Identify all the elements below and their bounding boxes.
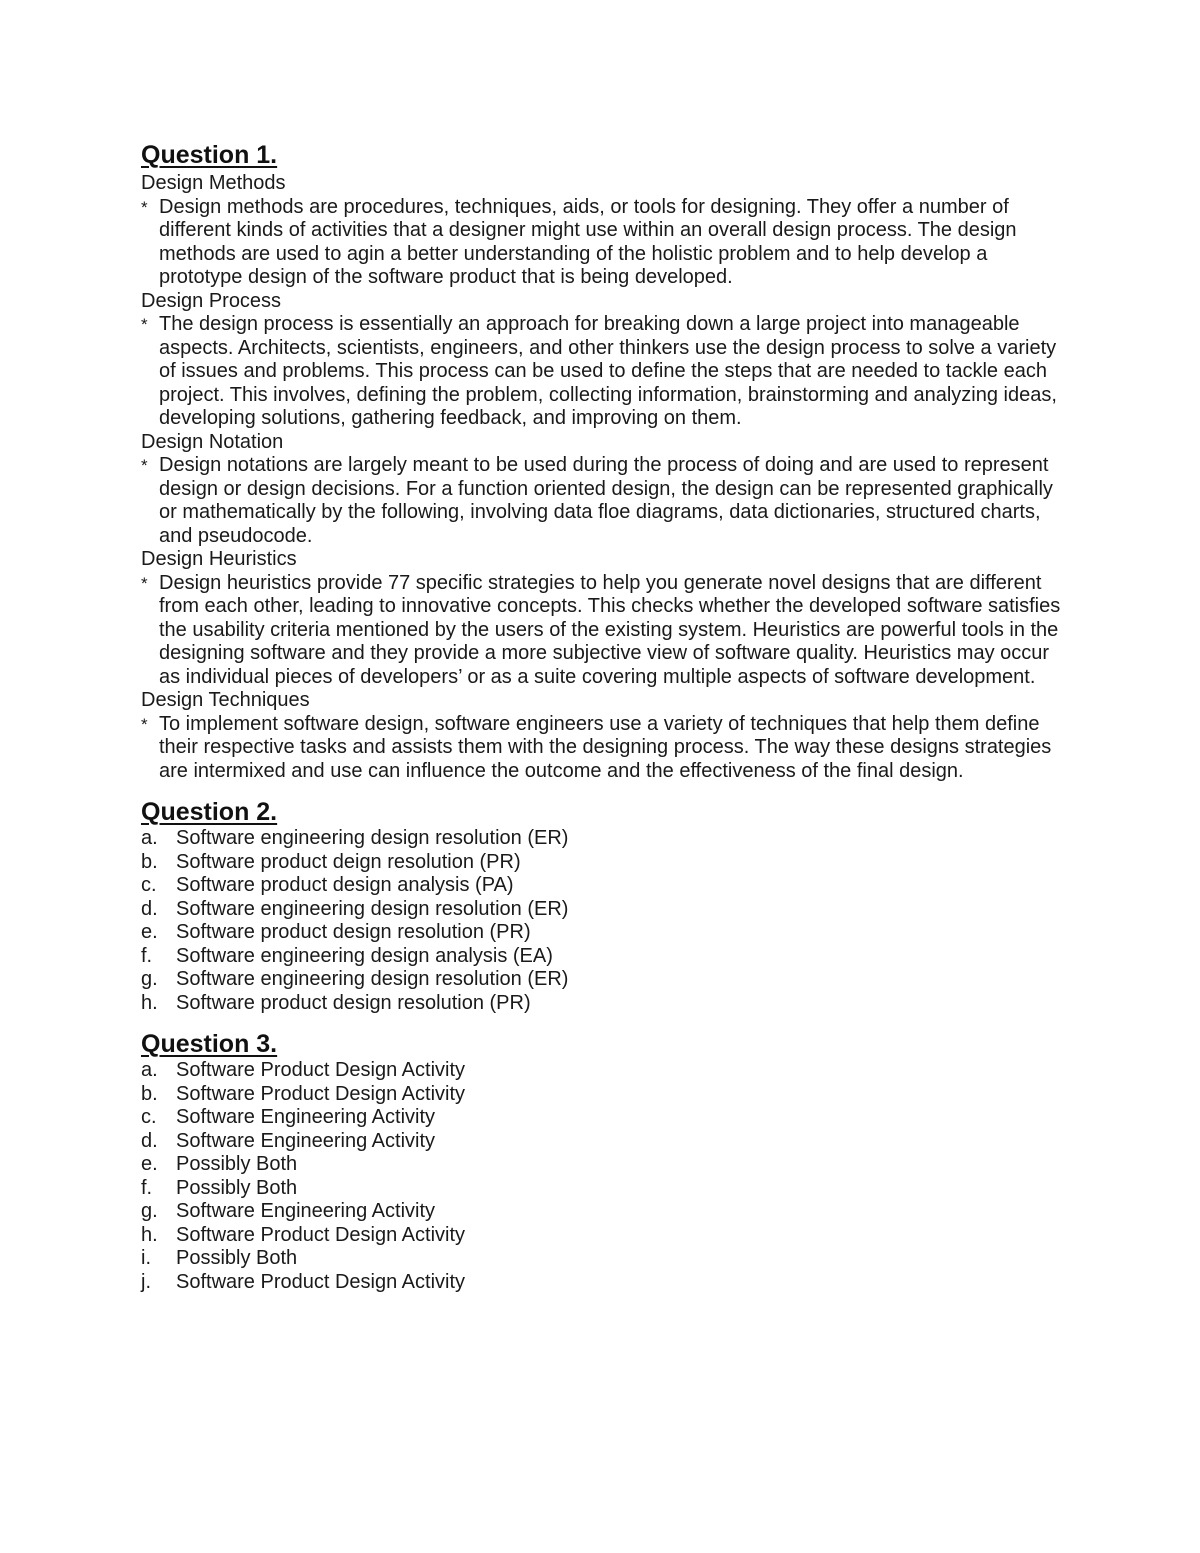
question-1-body <box>141 172 1071 783</box>
asterisk-bullet: * <box>141 456 148 475</box>
list-item <box>141 898 1071 922</box>
list-item-text: Software Engineering Activity <box>176 1129 436 1152</box>
list-item-text: Software Engineering Activity <box>176 1200 436 1222</box>
list-item-text: Possibly Both <box>176 1176 298 1199</box>
list-marker: h. <box>141 991 158 1014</box>
section-bullet-design-techniques <box>141 713 1071 784</box>
list-item <box>141 1271 1071 1295</box>
section-bullet-design-notation <box>141 454 1071 548</box>
list-item-text: Software product design analysis (PA) <box>176 874 514 896</box>
section-title-design-heuristics: Design Heuristics <box>141 548 297 570</box>
list-item <box>141 1153 1071 1177</box>
list-marker: a. <box>141 1059 158 1081</box>
list-item <box>141 827 1071 851</box>
list-marker: d. <box>141 897 158 920</box>
section-title-design-techniques: Design Techniques <box>141 689 310 711</box>
section-text-design-notation: Design notations are largely meant to be used during the process of doing and are used to represent design or design decisions. For a function oriented design, the design can be represented graphically or mathematically by the following, involving data floe diagrams, data dictionaries, structured charts, and pseudocode. <box>159 454 1053 547</box>
list-item <box>141 968 1071 992</box>
section-text-design-process: The design process is essentially an approach for breaking down a large project into manageable aspects. Architects, scientists, engineers, and other thinkers use the design process to solve a variety of issues and problems. This process can be used to define the steps that are needed to tackle each project. This involves, defining the problem, collecting information, brainstorming and analyzing ideas, developing solutions, gathering feedback, and improving on them. <box>159 313 1057 429</box>
question-1-heading: Question 1. <box>141 141 278 169</box>
list-item-text: Software Engineering Activity <box>176 1106 436 1128</box>
section-title-design-process: Design Process <box>141 289 282 312</box>
section-title-design-notation: Design Notation <box>141 430 284 453</box>
list-marker: b. <box>141 1082 158 1105</box>
list-item <box>141 1247 1071 1271</box>
list-item-text: Software product design resolution (PR) <box>176 991 531 1014</box>
list-item-text: Software Product Design Activity <box>176 1059 466 1081</box>
list-item-text: Software engineering design analysis (EA) <box>176 944 553 967</box>
list-marker: c. <box>141 874 157 896</box>
list-marker: h. <box>141 1223 158 1246</box>
list-item <box>141 921 1071 945</box>
question-3-heading: Question 3. <box>141 1030 278 1058</box>
list-marker: a. <box>141 827 158 849</box>
list-marker: g. <box>141 1200 158 1222</box>
list-item-text: Possibly Both <box>176 1153 298 1175</box>
list-item-text: Software product design resolution (PR) <box>176 921 531 943</box>
list-item <box>141 1177 1071 1201</box>
list-marker: e. <box>141 1153 158 1175</box>
list-item <box>141 1059 1071 1083</box>
question-2-heading: Question 2. <box>141 798 278 826</box>
question-3-list <box>141 1059 1071 1294</box>
list-item <box>141 992 1071 1016</box>
asterisk-bullet: * <box>141 197 148 217</box>
list-item-text: Software Product Design Activity <box>176 1082 466 1105</box>
list-item-text: Software engineering design resolution (ER) <box>176 897 569 920</box>
list-item <box>141 1130 1071 1154</box>
list-item-text: Software Product Design Activity <box>176 1270 466 1293</box>
section-bullet-design-heuristics <box>141 572 1071 690</box>
list-item-text: Software engineering design resolution (ER) <box>176 827 569 849</box>
list-marker: d. <box>141 1129 158 1152</box>
section-bullet-design-process <box>141 313 1071 431</box>
list-item-text: Software Product Design Activity <box>176 1223 466 1246</box>
asterisk-bullet: * <box>141 315 148 334</box>
asterisk-bullet: * <box>141 573 148 593</box>
list-marker: b. <box>141 850 158 873</box>
question-2-list <box>141 827 1071 1015</box>
list-item <box>141 1083 1071 1107</box>
list-item <box>141 945 1071 969</box>
list-item-text: Software engineering design resolution (ER) <box>176 968 569 990</box>
list-item <box>141 1200 1071 1224</box>
list-item <box>141 1106 1071 1130</box>
document-page <box>141 140 1071 1294</box>
list-marker: f. <box>141 1176 153 1199</box>
section-text-design-techniques: To implement software design, software engineers use a variety of techniques that help them define their respective tasks and assists them with the designing process. The way these designs strategies are intermixed and use can influence the outcome and the effectiveness of the final design. <box>159 712 1052 782</box>
list-marker: f. <box>141 944 153 967</box>
asterisk-bullet: * <box>141 714 148 734</box>
section-bullet-design-methods <box>141 196 1071 290</box>
list-marker: c. <box>141 1106 157 1128</box>
list-marker: g. <box>141 968 158 990</box>
list-marker: j. <box>141 1270 151 1293</box>
list-item-text: Software product deign resolution (PR) <box>176 850 521 873</box>
section-title-design-methods: Design Methods <box>141 172 286 194</box>
section-text-design-heuristics: Design heuristics provide 77 specific strategies to help you generate novel designs that are different from each other, leading to innovative concepts. This checks whether the developed software satisfies the usability criteria mentioned by the users of the existing system. Heuristics are powerful tools in the designing software and they provide a more subjective view of software quality. Heuristics may occur as individual pieces of developers’ or as a suite covering multiple aspects of software development. <box>159 571 1061 688</box>
list-marker: i. <box>141 1247 151 1269</box>
list-item-text: Possibly Both <box>176 1247 298 1269</box>
section-text-design-methods: Design methods are procedures, techniques, aids, or tools for designing. They offer a number of different kinds of activities that a designer might use within an overall design process. The design methods are used to agin a better understanding of the holistic problem and to help develop a prototype design of the software product that is being developed. <box>159 195 1017 288</box>
list-item <box>141 1224 1071 1248</box>
list-item <box>141 874 1071 898</box>
list-marker: e. <box>141 921 158 943</box>
list-item <box>141 851 1071 875</box>
